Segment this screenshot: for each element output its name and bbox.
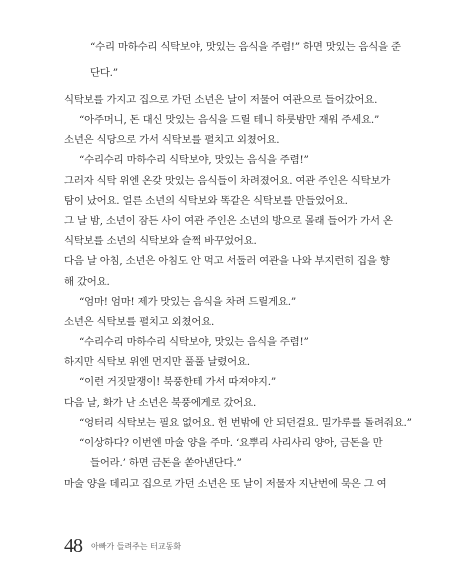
body-line: 다음 날 아침, 소년은 아침도 안 먹고 서둘러 여관을 나와 부지런히 집을 향 xyxy=(64,255,390,267)
body-line: “수리 마하수리 식탁보야, 맛있는 음식을 주렴!” 하면 맛있는 음식을 준 xyxy=(90,41,401,53)
page-number: 48 xyxy=(64,535,82,557)
body-line: 들어라.’ 하면 금돈을 쏟아낸단다.” xyxy=(90,457,242,469)
body-line: “수리수리 마하수리 식탁보야, 맛있는 음식을 주렴!” xyxy=(79,154,309,166)
body-line: 마술 양을 데리고 집으로 가던 소년은 또 날이 저물자 지난번에 묵은 그 여 xyxy=(64,478,387,490)
body-line: “이런 거짓말쟁이! 북풍한테 가서 따져야지.” xyxy=(79,376,276,388)
body-line: “수리수리 마하수리 식탁보야, 맛있는 음식을 주렴!” xyxy=(79,336,309,348)
body-line: 탐이 났어요. 얼른 소년의 식탁보와 똑같은 식탁보를 만들었어요. xyxy=(64,195,348,207)
body-line: “엄마! 엄마! 제가 맛있는 음식을 차려 드릴게요.” xyxy=(79,296,296,308)
book-title: 아빠가 들려주는 터교동화 xyxy=(91,542,182,551)
body-line: “이상하다? 이번엔 마술 양을 주마. ‘요뿌리 사리사리 양아, 금돈을 만 xyxy=(79,437,383,449)
body-line: 그러자 식탁 위엔 온갖 맛있는 음식들이 차려졌어요. 여관 주인은 식탁보가 xyxy=(64,175,391,187)
body-line: 그 날 밤, 소년이 잠든 사이 여관 주인은 소년의 방으로 몰래 들어가 가서 온 xyxy=(64,215,393,227)
body-line: 소년은 식당으로 가서 식탁보를 펼치고 외쳤어요. xyxy=(64,134,280,146)
body-line: 단다.” xyxy=(90,67,118,79)
body-line: “아주머니, 돈 대신 맛있는 음식을 드릴 테니 하룻밤만 재워 주세요.” xyxy=(79,114,380,126)
body-line: 해 갔어요. xyxy=(64,276,110,288)
body-line: 하지만 식탁보 위엔 먼지만 풀풀 날렸어요. xyxy=(64,356,250,368)
body-line: 소년은 식탁보를 펼치고 외쳤어요. xyxy=(64,316,215,328)
body-line: 다음 날, 화가 난 소년은 북풍에게로 갔어요. xyxy=(64,397,257,409)
body-line: 식탁보를 가지고 집으로 가던 소년은 날이 저물어 여관으로 들어갔어요. xyxy=(64,94,378,106)
body-line: “엉터리 식탁보는 필요 없어요. 헌 번밖에 안 되던걸요. 밀가루를 돌려줘요.” xyxy=(79,417,412,429)
body-line: 식탁보를 소년의 식탁보와 슬쩍 바꾸었어요. xyxy=(64,235,257,247)
